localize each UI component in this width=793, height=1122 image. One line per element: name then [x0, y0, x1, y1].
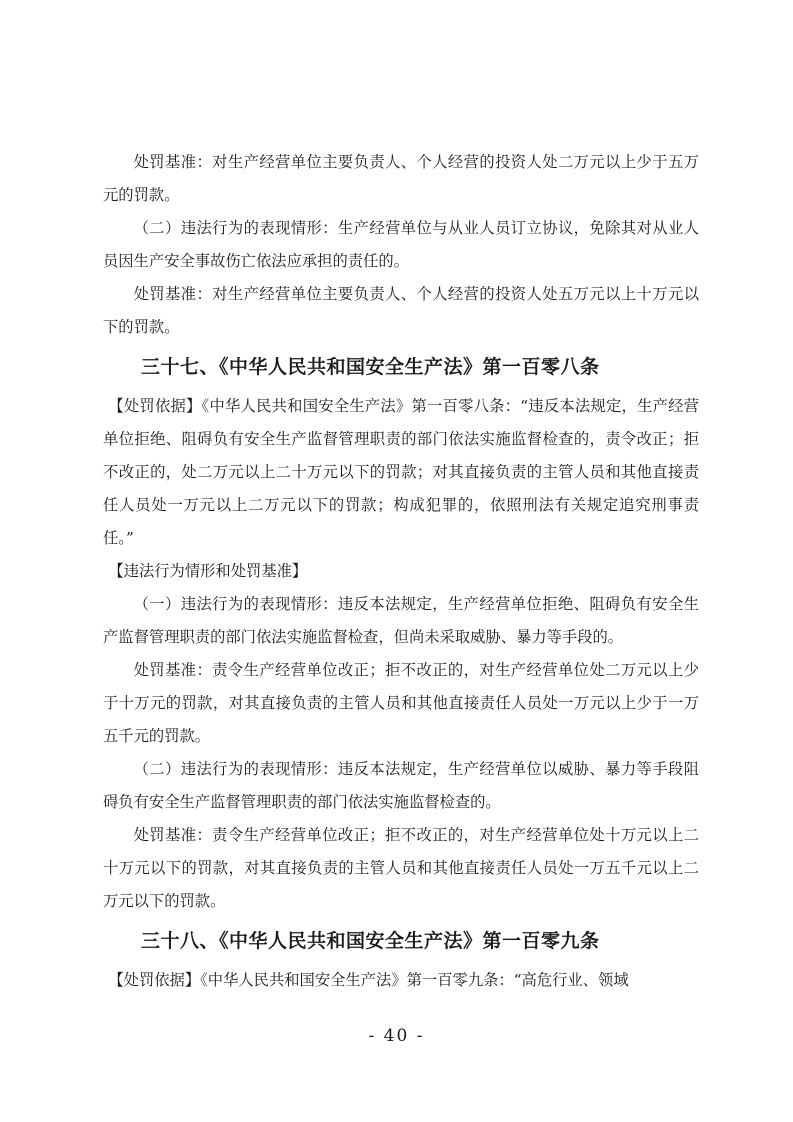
penalty-standard-paragraph: 处罚基准：对生产经营单位主要负责人、个人经营的投资人处五万元以上十万元以下的罚款。 [103, 285, 699, 336]
subsection-label: 【违法行为情形和处罚基准】 [108, 562, 308, 580]
penalty-standard-paragraph: 处罚基准：责令生产经营单位改正；拒不改正的，对生产经营单位处十万元以上二十万元以下的罚款，对其直接负责的主管人员和其他直接责任人员处一万五千元以上二万元以下的罚款。 [103, 826, 699, 910]
page-number: - 40 - [368, 1026, 425, 1046]
violation-case-paragraph: （二）违法行为的表现情形：违反本法规定，生产经营单位以威胁、暴力等手段阻碍负有安全生产监督管理职责的部门依法实施监督检查的。 [103, 760, 699, 811]
penalty-standard-paragraph: 处罚基准：责令生产经营单位改正；拒不改正的，对生产经营单位处二万元以上少于十万元的罚款，对其直接负责的主管人员和其他直接责任人员处一万元以上少于一万五千元的罚款。 [103, 661, 699, 745]
violation-case-paragraph: （二）违法行为的表现情形：生产经营单位与从业人员订立协议，免除其对从业人员因生产安全事故伤亡依法应承担的责任的。 [103, 219, 699, 270]
document-body [103, 146, 699, 997]
penalty-standard-paragraph: 处罚基准：对生产经营单位主要负责人、个人经营的投资人处二万元以上少于五万元的罚款。 [103, 153, 699, 204]
violation-case-paragraph: （一）违法行为的表现情形：违反本法规定，生产经营单位拒绝、阻碍负有安全生产监督管理职责的部门依法实施监督检查，但尚未采取威胁、暴力等手段的。 [103, 595, 699, 646]
section-heading: 三十八、《中华人民共和国安全生产法》第一百零九条 [141, 930, 600, 952]
legal-basis-paragraph: 【处罚依据】《中华人民共和国安全生产法》第一百零九条：“高危行业、领域 [108, 971, 629, 989]
legal-basis-paragraph: 【处罚依据】《中华人民共和国安全生产法》第一百零八条：“违反本法规定，生产经营单位拒绝、阻碍负有安全生产监督管理职责的部门依法实施监督检查的，责令改正；拒不改正的，处二万元以上二十万元以下的罚款；对其直接负责的主管人员和其他直接责任人员处一万元以上二万元以下的罚款；构成犯罪的，依照刑法有关规定追究刑事责任。” [103, 397, 699, 547]
section-heading: 三十七、《中华人民共和国安全生产法》第一百零八条 [141, 356, 600, 378]
